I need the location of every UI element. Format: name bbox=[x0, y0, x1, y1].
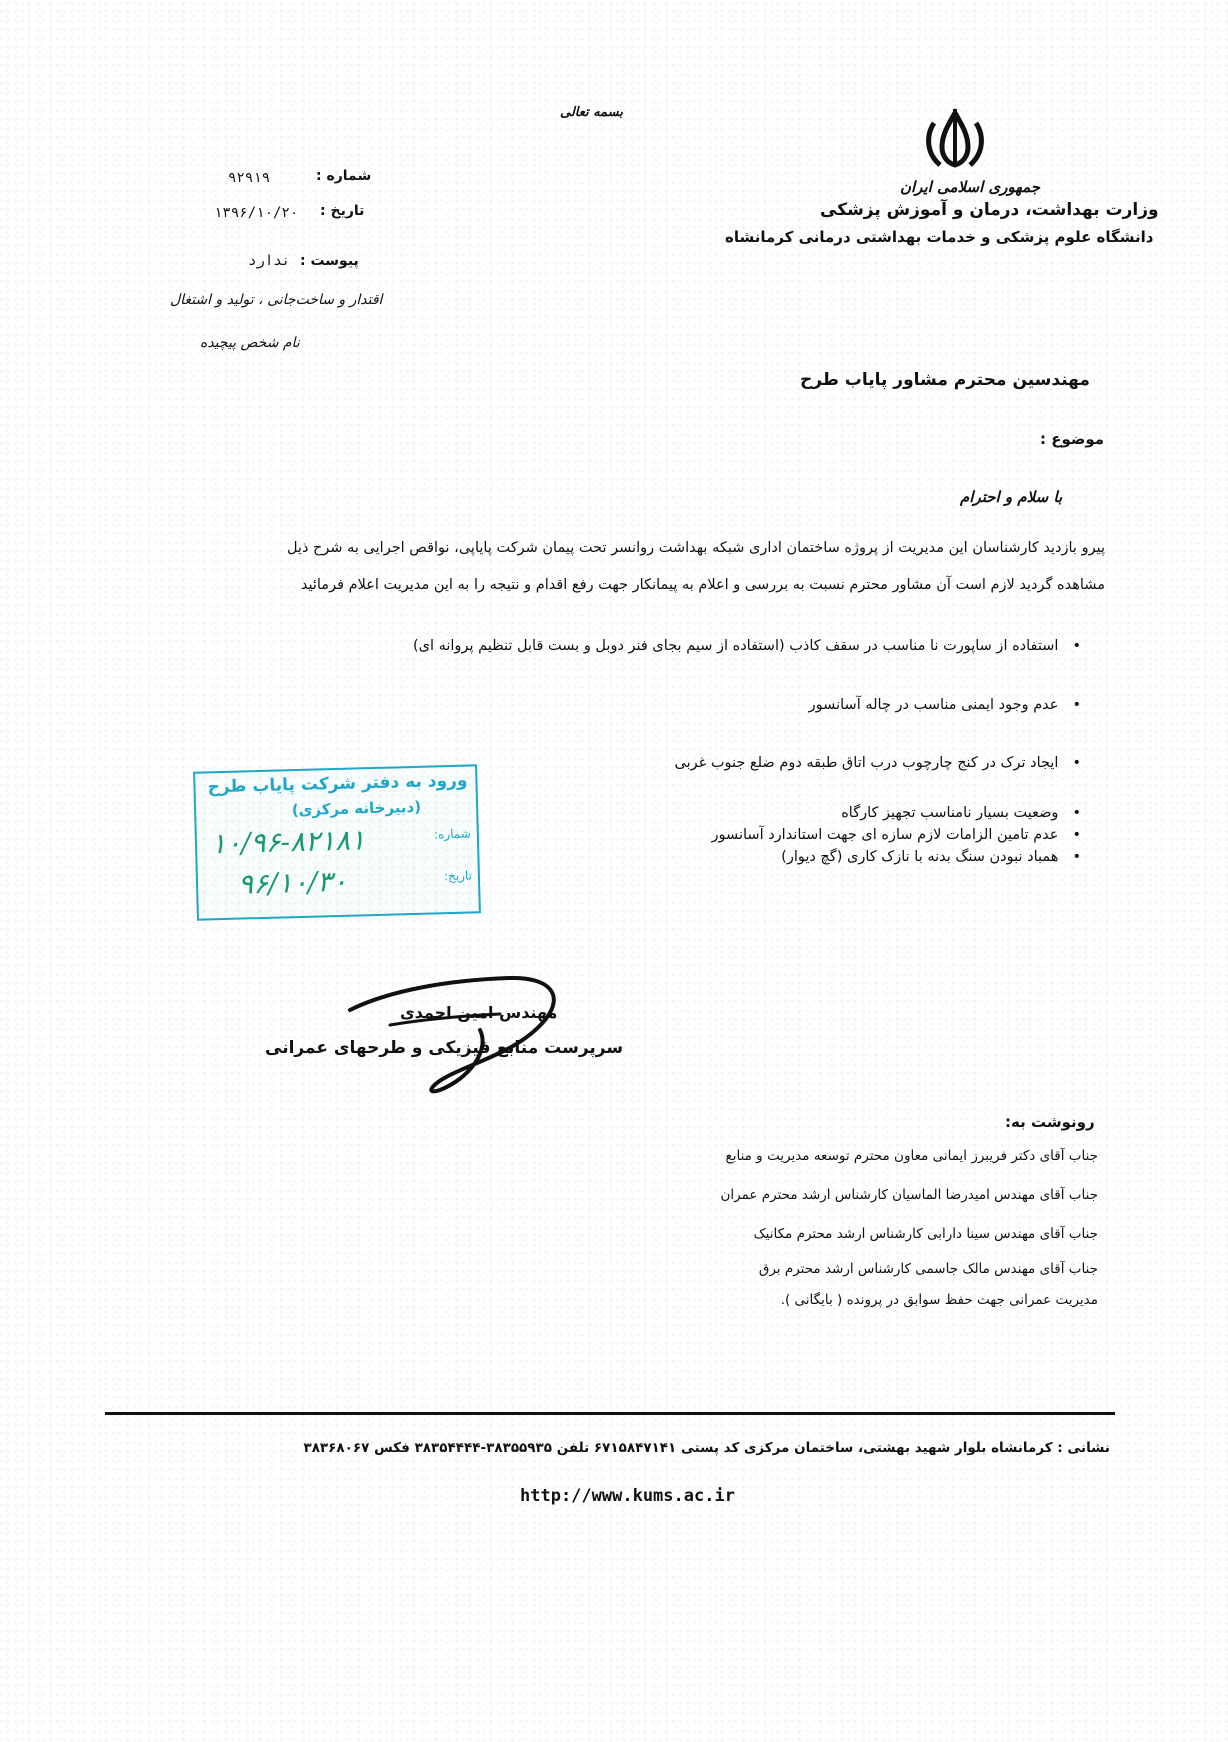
cc-item: جناب آقای دکتر فریبرز ایمانی معاون محترم توسعه مدیریت و منابع bbox=[725, 1148, 1098, 1164]
body-paragraph-2: مشاهده گردید لازم است آن مشاور محترم نسبت به بررسی و اعلام به پیمانکار جهت رفع اقدام و نتیجه را به این مدیریت اعلام فرمائید bbox=[300, 577, 1105, 593]
cc-item: مدیریت عمرانی جهت حفظ سوابق در پرونده ( بایگانی ). bbox=[780, 1292, 1098, 1308]
stamp-number: ۱۰/۹۶-۸۲۱۸۱ bbox=[210, 823, 366, 861]
cc-heading: رونوشت به: bbox=[1005, 1113, 1095, 1131]
signer-title: سرپرست منابع فیزیکی و طرحهای عمرانی bbox=[265, 1038, 624, 1058]
footer-address: نشانی : کرمانشاه بلوار شهید بهشتی، ساختمان مرکزی کد پستی ۶۷۱۵۸۴۷۱۴۱ تلفن ۳۸۳۵۵۹۳۵-۳۸۳۵۴۴۴۴ فکس ۳۸۳۶۸۰۶۷ bbox=[303, 1440, 1110, 1456]
list-item: • عدم وجود ایمنی مناسب در چاله آسانسور bbox=[809, 697, 1081, 713]
list-item: • همباد نبودن سنگ بدنه با نازک کاری (گچ دیوار) bbox=[781, 849, 1081, 865]
footer-url: http://www.kums.ac.ir bbox=[520, 1486, 735, 1506]
addressee: مهندسین محترم مشاور پایاب طرح bbox=[800, 370, 1090, 390]
ministry-name: وزارت بهداشت، درمان و آموزش پزشکی bbox=[820, 200, 1159, 220]
stamp-subtitle: (دبیرخانه مرکزی) bbox=[291, 797, 422, 820]
list-item: • وضعیت بسیار نامناسب تجهیز کارگاه bbox=[841, 805, 1081, 821]
letter-number: ۹۲۹۱۹ bbox=[228, 170, 271, 186]
stamp-date-label: تاریخ: bbox=[443, 868, 473, 884]
iran-emblem-icon bbox=[920, 105, 990, 175]
republic-name: جمهوری اسلامی ایران bbox=[900, 178, 1041, 196]
stamp-date: ۹۶/۱۰/۳۰ bbox=[237, 864, 348, 901]
cc-item: جناب آقای مهندس سینا دارابی کارشناس ارشد محترم مکانیک bbox=[753, 1226, 1098, 1242]
cc-item: جناب آقای مهندس امیدرضا الماسیان کارشناس ارشد محترم عمران bbox=[720, 1187, 1098, 1203]
body-paragraph-1: پیرو بازدید کارشناسان این مدیریت از پروژه ساختمان اداری شبکه بهداشت روانسر تحت پیمان شرکت پایاپی، نواقص اجرایی به شرح ذیل bbox=[286, 540, 1105, 556]
number-label: شماره : bbox=[316, 168, 372, 184]
list-item: • استفاده از ساپورت نا مناسب در سقف کاذب (استفاده از سیم بجای فنر دوبل و بست قابل تنظیم پروانه ای) bbox=[413, 638, 1081, 654]
cc-item: جناب آقای مهندس مالک جاسمی کارشناس ارشد محترم برق bbox=[758, 1261, 1098, 1277]
signer-name: مهندس امین احمدی bbox=[400, 1003, 558, 1022]
handwritten-slogan: اقتدار و ساخت‌جانی ، تولید و اشتغال bbox=[170, 292, 383, 308]
attachment-label: پیوست : bbox=[300, 253, 359, 269]
attachment-value: ندارد bbox=[248, 253, 291, 269]
footer-divider bbox=[105, 1412, 1115, 1415]
date-label: تاریخ : bbox=[320, 203, 365, 219]
handwritten-note: نام شخص پیچیده bbox=[200, 335, 300, 351]
received-stamp bbox=[193, 764, 481, 920]
list-item: • ایجاد ترک در کنج چارچوب درب اتاق طبقه دوم ضلع جنوب غربی bbox=[675, 755, 1081, 771]
greeting: با سلام و احترام bbox=[960, 488, 1063, 506]
classification-heading: بسمه تعالی bbox=[560, 105, 623, 120]
subject-label: موضوع : bbox=[1040, 430, 1105, 448]
letter-date: ۱۳۹۶/۱۰/۲۰ bbox=[214, 205, 299, 221]
stamp-title: ورود به دفتر شرکت پایاب طرح bbox=[207, 770, 468, 798]
list-item: • عدم تامین الزامات لازم سازه ای جهت استاندارد آسانسور bbox=[712, 827, 1081, 843]
stamp-number-label: شماره: bbox=[433, 826, 471, 842]
handwritten-signature bbox=[330, 950, 630, 1100]
university-name: دانشگاه علوم پزشکی و خدمات بهداشتی درمانی کرمانشاه bbox=[725, 228, 1154, 246]
